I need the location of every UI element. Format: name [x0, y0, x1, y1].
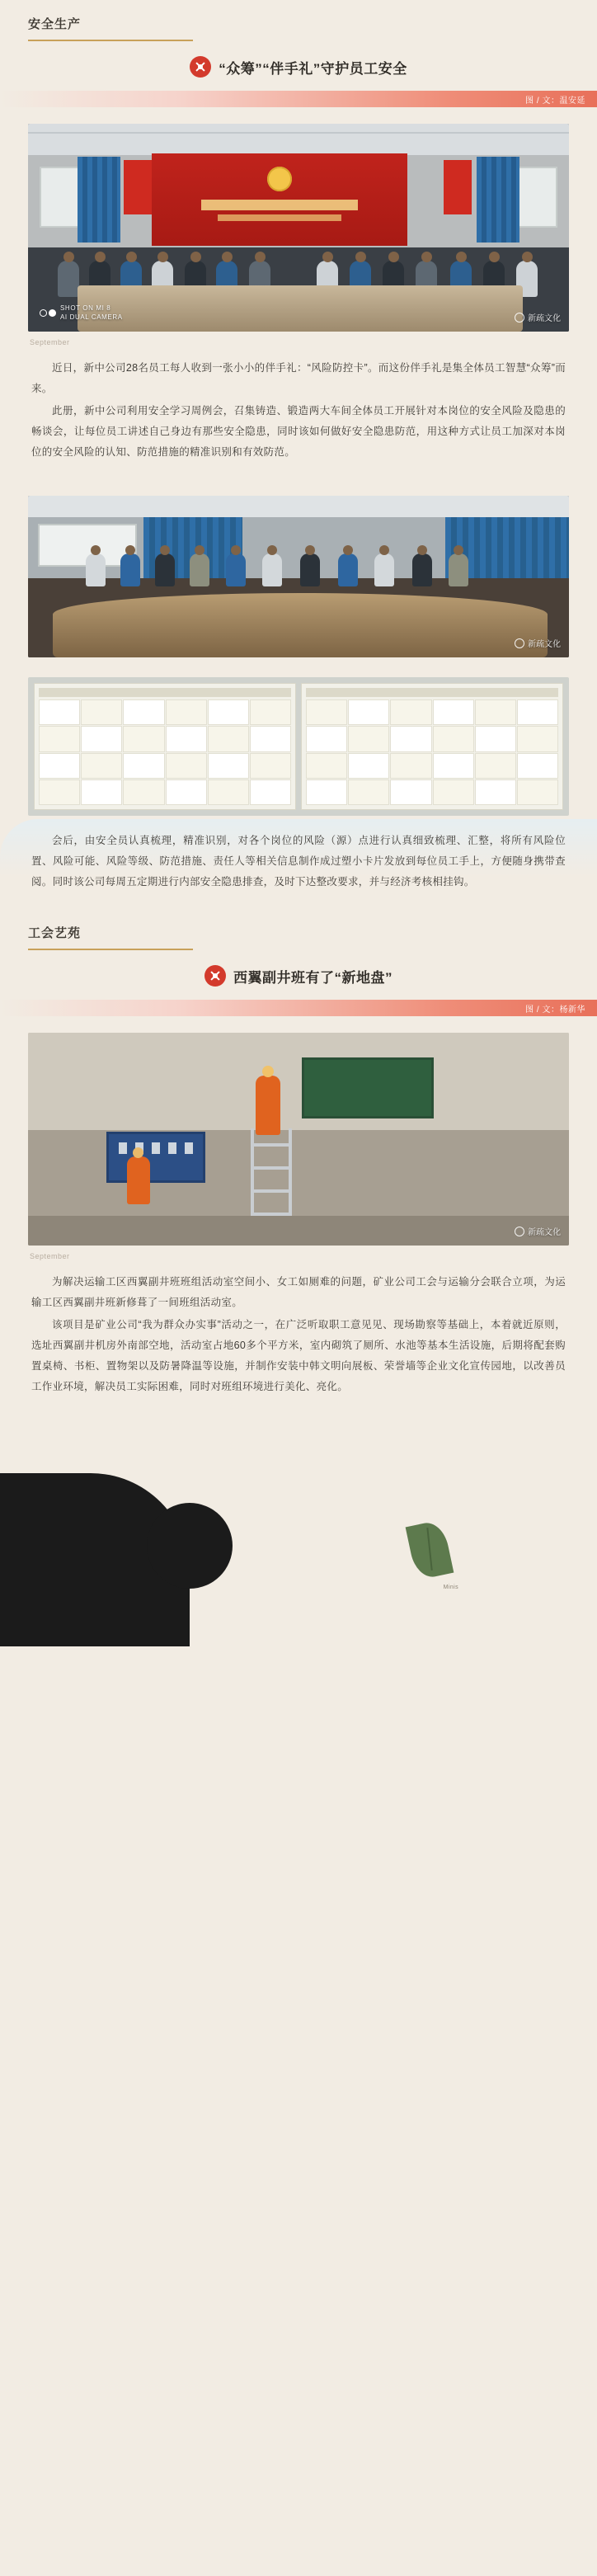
section-header-union — [0, 909, 597, 950]
article1-bottom-text — [0, 819, 597, 909]
paragraph: 会后，由安全员认真梳理，精准识别，对各个岗位的风险（源）点进行认真细致梳理、汇整，将所有风险位置、风险可能、风险等级、防范措施、责任人等相关信息制作成过塑小卡片发放到每位员工手上，方便随身携带查阅。同时该公司每周五定期进行内部安全隐患排查，及时下达整改要求，并与经济考核相挂钩。 — [31, 835, 566, 888]
document-right — [301, 683, 563, 810]
photo-risk-control-cards — [28, 677, 569, 816]
photo-month-tag: September — [30, 1252, 70, 1260]
article-title-row-2 — [0, 950, 597, 1000]
section-label: 工会艺苑 — [28, 926, 82, 940]
watermark-logo-icon — [515, 1227, 524, 1236]
watermark-logo-icon — [515, 313, 524, 323]
article-title: 西翼副井班有了“新地盘” — [233, 969, 393, 986]
black-blob-shape — [0, 1473, 190, 1646]
leaf-caption: Minis — [443, 1585, 458, 1590]
photo-worker-on-ladder — [28, 1033, 569, 1246]
photo-block-3 — [0, 661, 597, 819]
section-header-safety — [0, 0, 597, 41]
byline-text: 图 / 文：杨新华 — [525, 1005, 585, 1015]
paragraph: 为解决运输工区西翼副井班班组活动室空间小、女工如厕难的问题，矿业公司工会与运输分会联合立项，为运输工区西翼副井班新修葺了一间班组活动室。 — [31, 1276, 566, 1308]
paragraph: 该项目是矿业公司“我为群众办实事”活动之一，在广泛听取职工意见见、现场勘察等基础上，本着就近原则，选址西翼副井机房外南部空地，活动室占地60多个平方米，室内砌筑了厕所、水池等基本生活设施，后期将配套购置桌椅、书柜、置物架以及防暑降温等设施，并制作安装中韩文明向展板、荣誉墙等企业文化宣传园地，以改善员工作业环境，解决员工实际困难，同时对班组环境进行美化、亮化。 — [31, 1319, 566, 1392]
article-title: “众筹”“伴手礼”守护员工安全 — [219, 60, 407, 77]
byline-text: 图 / 文：温安延 — [525, 96, 585, 106]
watermark-text: 新疏文化 — [528, 1228, 561, 1237]
leaf-illustration — [406, 1519, 454, 1580]
article1-bottom-text-block — [0, 819, 597, 909]
photo-conference-table — [28, 496, 569, 657]
paragraph: 此册，新中公司利用安全学习周例会，召集铸造、锻造两大车间全体员工开展针对本岗位的安全风险及隐患的畅谈会，让每位员工讲述自己身边有那些安全隐患，同时该如何做好安全隐患防范，用这种方式让员工加深对本岗位的安全风险的认知、防范措施的精准识别和有效防范。 — [31, 405, 566, 458]
byline-bar-1 — [0, 91, 597, 107]
article1-top-text — [0, 346, 597, 479]
camera-shotmark — [40, 304, 123, 322]
article2-text — [0, 1260, 597, 1414]
photo-block-2 — [0, 479, 597, 661]
footer-decoration — [0, 1429, 597, 1676]
section-label: 安全生产 — [28, 17, 82, 31]
article-title-row-1 — [0, 41, 597, 91]
watermark-text: 新疏文化 — [528, 314, 561, 323]
photo-month-tag: September — [30, 338, 70, 346]
photo-watermark — [515, 1225, 561, 1237]
paragraph: 近日，新中公司28名员工每人收到一张小小的伴手礼：“风险防控卡”。而这份伴手礼是集全体员工智慧“众筹”而来。 — [31, 362, 566, 394]
shotmark-line-2: AI DUAL CAMERA — [60, 313, 123, 321]
document-left — [34, 683, 296, 810]
bottom-strip — [0, 1651, 597, 1676]
byline-bar-2 — [0, 1000, 597, 1016]
photo-block-1 — [0, 107, 597, 335]
propeller-badge-icon — [204, 965, 226, 987]
watermark-logo-icon — [515, 638, 524, 648]
photo-meeting-room — [28, 124, 569, 332]
propeller-badge-icon — [190, 56, 211, 78]
watermark-text: 新疏文化 — [528, 640, 561, 649]
photo-block-4 — [0, 1016, 597, 1249]
shotmark-line-1: SHOT ON MI 8 — [60, 304, 111, 312]
photo-watermark — [515, 311, 561, 323]
photo-watermark — [515, 637, 561, 649]
